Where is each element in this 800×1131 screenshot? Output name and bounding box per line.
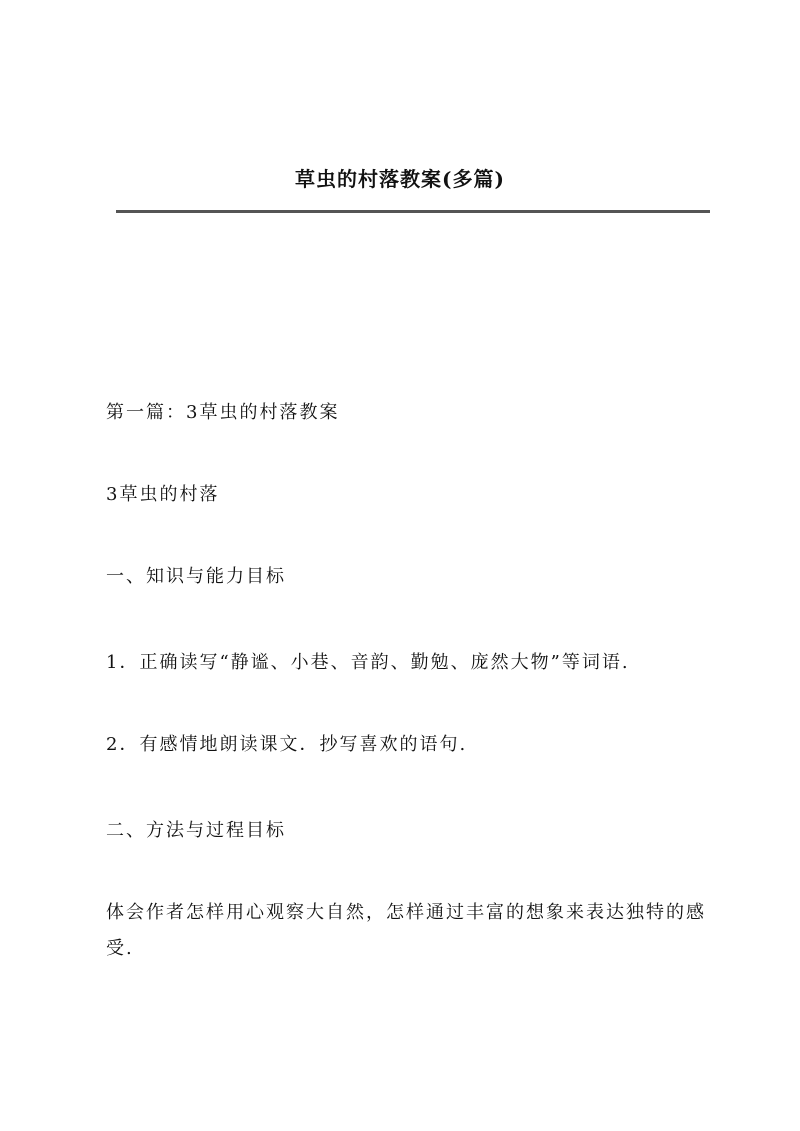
goal-item-1: 1．正确读写“静谧、小巷、音韵、勤勉、庞然大物”等词语. — [106, 652, 630, 673]
document-title: 草虫的村落教案(多篇) — [295, 167, 505, 191]
lesson-title: 3草虫的村落 — [106, 484, 220, 505]
goal-heading-knowledge: 一、知识与能力目标 — [106, 566, 286, 587]
section-heading: 第一篇：3草虫的村落教案 — [106, 402, 340, 423]
title-divider — [116, 210, 710, 213]
method-paragraph: 体会作者怎样用心观察大自然，怎样通过丰富的想象来表达独特的感受. — [106, 902, 706, 959]
goal-heading-method: 二、方法与过程目标 — [106, 820, 286, 841]
goal-item-2: 2．有感情地朗读课文．抄写喜欢的语句. — [106, 734, 468, 755]
